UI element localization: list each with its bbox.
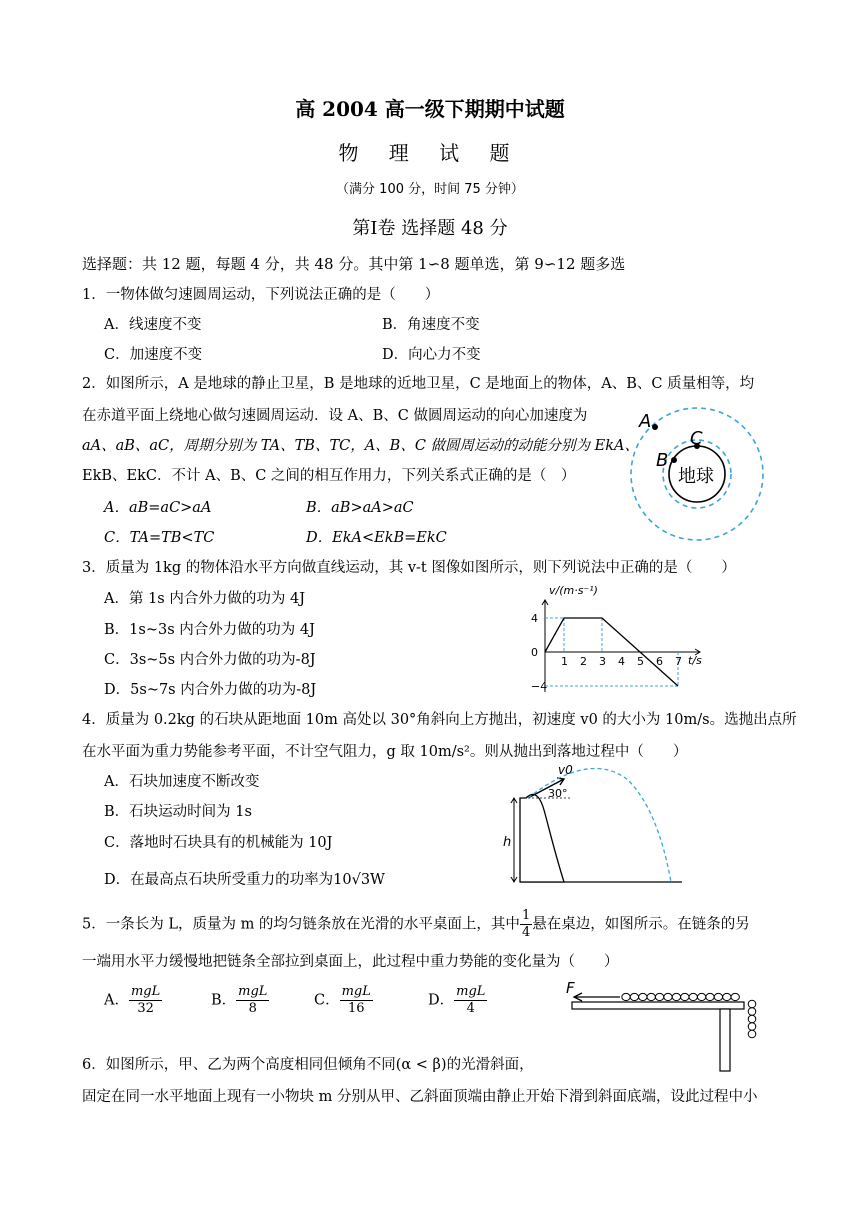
height-label: h [503, 835, 512, 850]
earth-label: 地球 [678, 466, 714, 487]
chain-link [748, 1000, 756, 1008]
q4-option-a: A．石块加速度不断改变 [104, 774, 260, 790]
section-title: 第Ⅰ卷 选择题 48 分 [352, 218, 508, 239]
q2-line-3: aA、aB、aC，周期分别为 TA、TB、TC，A、B、C 做圆周运动的动能分别为 EkA、 [82, 438, 639, 454]
table-top [572, 1002, 744, 1009]
x-axis-label: t/s [688, 654, 702, 667]
q5-option-d: D． $\frac{\text{mgL}}{4}$ [428, 984, 486, 1016]
chain-link [748, 1015, 756, 1023]
q5-option-c: C． $\frac{\text{mgL}}{16}$ [314, 984, 371, 1016]
q1-option-a: A．线速度不变 [104, 317, 202, 333]
exam-title: 高 2004 高一级下期期中试题 [295, 97, 565, 121]
table-leg [720, 1009, 730, 1071]
q2-option-c: C．TA=TB<TC [104, 530, 215, 546]
x-tick-label: 6 [656, 655, 663, 668]
chain-link [639, 993, 647, 1000]
chain-link [622, 993, 630, 1000]
q3-stem: 3．质量为 1kg 的物体沿水平方向做直线运动，其 v-t 图像如图所示，则下列说法中正确的是（ ） [82, 560, 736, 576]
q1-option-c: C．加速度不变 [104, 347, 203, 363]
q5-line-2: 一端用水平力缓慢地把链条全部拉到桌面上，此过程中重力势能的变化量为（ ） [82, 954, 619, 970]
angle-label: 30° [548, 787, 568, 800]
q5-line-1 [82, 908, 750, 941]
chain-link [647, 993, 655, 1000]
q3-option-c: C．3s~5s 内合外力做的功为-8J [104, 652, 316, 668]
q4-option-c: C．落地时石块具有的机械能为 10J [104, 835, 333, 851]
section-intro: 选择题：共 12 题，每题 4 分，共 48 分。其中第 1∽8 题单选，第 9∽12 题多选 [82, 255, 626, 273]
q5-frac-den: 4 [521, 925, 531, 940]
q5-option-b: B． $\frac{\text{mgL}}{8}$ [211, 984, 268, 1016]
q3-option-b: B．1s~3s 内合外力做的功为 4J [104, 622, 315, 638]
q2-line-2: 在赤道平面上绕地心做匀速圆周运动．设 A、B、C 做圆周运动的向心加速度为 [82, 408, 588, 424]
subject-title: 物 理 试 题 [338, 141, 522, 165]
q4-line-2: 在水平面为重力势能参考平面，不计空气阻力，g 取 10m/s²。则从抛出到落地过程中（ ） [82, 744, 688, 760]
y-tick-label: 4 [531, 612, 538, 625]
q4-option-d: D．在最高点石块所受重力的功率为10√3W [104, 872, 385, 888]
satellite-a-dot [652, 424, 658, 430]
q5-line-1b: 悬在桌边，如图所示。在链条的另 [532, 916, 750, 933]
chain-link [731, 993, 739, 1000]
chain-link [689, 993, 697, 1000]
chain-link [706, 993, 714, 1000]
x-tick-label: 2 [580, 655, 587, 668]
q4-line-1: 4．质量为 0.2kg 的石块从距地面 10m 高处以 30°角斜向上方抛出，初速度 v0 的大小为 10m/s。选抛出点所 [82, 712, 797, 728]
q2-option-d: D．EkA<EkB=EkC [306, 530, 447, 546]
q5-line-1a: 5．一条长为 L，质量为 m 的均匀链条放在光滑的水平桌面上，其中 [82, 916, 520, 933]
q2-line-1: 2．如图所示，A 是地球的静止卫星，B 是地球的近地卫星，C 是地面上的物体，A、B、C 质量相等，均 [82, 376, 755, 392]
chain-link [672, 993, 680, 1000]
q3-option-d: D．5s~7s 内合外力做的功为-8J [104, 682, 317, 698]
chain-link [748, 1023, 756, 1031]
q1-option-b: B．角速度不变 [382, 317, 480, 333]
q5-option-a: A． $\frac{\text{mgL}}{32}$ [104, 984, 161, 1016]
label-b: B [656, 450, 669, 471]
chain [622, 993, 756, 1037]
q1-option-d: D．向心力不变 [382, 347, 481, 363]
y-axis-label: v/(m·s⁻¹) [549, 584, 598, 597]
vt-chart [515, 584, 715, 700]
force-label: F [566, 980, 575, 997]
projectile-diagram [500, 760, 690, 886]
chain-link [655, 993, 663, 1000]
chain-link [681, 993, 689, 1000]
x-tick-label: 3 [599, 655, 606, 668]
chain-link [748, 1030, 756, 1038]
q1-stem: 1．一物体做匀速圆周运动，下列说法正确的是（ ） [82, 287, 440, 303]
y-tick-label: −4 [531, 680, 548, 693]
x-tick-label: 7 [675, 655, 682, 668]
cliff-shape [520, 794, 564, 882]
exam-note: （满分 100 分，时间 75 分钟） [336, 182, 524, 197]
x-tick-label: 5 [637, 655, 644, 668]
q4-option-b: B．石块运动时间为 1s [104, 804, 252, 820]
satellite-b-dot [671, 457, 677, 463]
label-a: A [639, 411, 652, 432]
chain-link [664, 993, 672, 1000]
q2-line-4: EkB、EkC．不计 A、B、C 之间的相互作用力，下列关系式正确的是（ ） [82, 468, 576, 484]
x-tick-label: 4 [618, 655, 625, 668]
q2-option-a: A．aB=aC>aA [104, 500, 212, 516]
q3-option-a: A．第 1s 内合外力做的功为 4J [104, 591, 306, 607]
q6-line-1: 6．如图所示，甲、乙为两个高度相同但倾角不同(α < β)的光滑斜面， [82, 1057, 534, 1073]
q5-frac-num: 1 [521, 908, 531, 923]
q6-line-2: 固定在同一水平地面上现有一小物块 m 分别从甲、乙斜面顶端由静止开始下滑到斜面底端，设此过程中小 [82, 1089, 758, 1105]
chain-link [714, 993, 722, 1000]
orbit-diagram [622, 400, 782, 548]
v0-label: v0 [558, 763, 573, 777]
q2-option-b: B．aB>aA>aC [306, 500, 414, 516]
chain-link [748, 1008, 756, 1016]
label-c: C [690, 428, 703, 449]
chain-link [630, 993, 638, 1000]
y-tick-label: 0 [531, 646, 538, 659]
chain-diagram [560, 980, 770, 1076]
chain-link [697, 993, 705, 1000]
x-tick-label: 1 [561, 655, 568, 668]
chain-link [723, 993, 731, 1000]
